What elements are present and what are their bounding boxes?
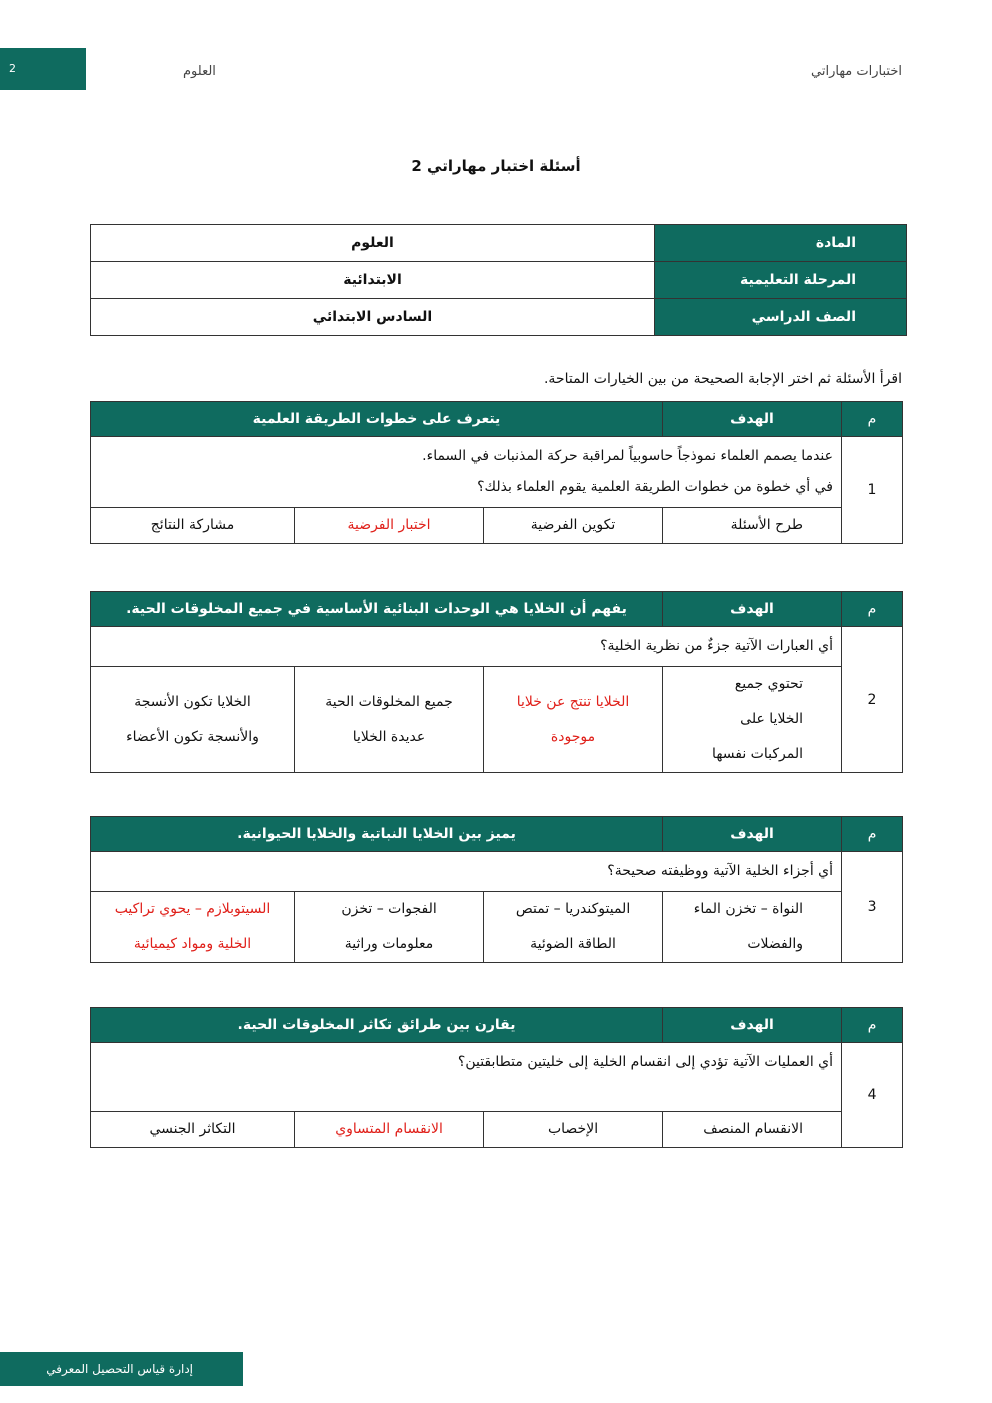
option-4-correct[interactable] bbox=[91, 892, 295, 963]
option-2-correct[interactable] bbox=[484, 667, 663, 773]
page-title: أسئلة اختبار مهاراتي 2 bbox=[411, 157, 581, 175]
info-label: الصف الدراسي bbox=[655, 299, 907, 336]
col-m-label: م bbox=[842, 592, 903, 627]
page-number-badge bbox=[0, 48, 86, 90]
header-left-title: العلوم bbox=[183, 64, 216, 79]
info-value: الابتدائية bbox=[91, 262, 655, 299]
option-1[interactable]: الانقسام المنصف bbox=[663, 1112, 842, 1148]
option-2[interactable] bbox=[484, 892, 663, 963]
option-line: النواة – تخزن الماء bbox=[693, 901, 804, 917]
question-number: 1 bbox=[842, 437, 903, 544]
stem-line: في أي خطوة من خطوات الطريقة العلمية يقوم العلماء بذلك؟ bbox=[477, 479, 833, 495]
goal-label: الهدف bbox=[663, 402, 842, 437]
stem-line: أي العبارات الآتية جزءٌ من نظرية الخلية؟ bbox=[600, 638, 833, 654]
option-1[interactable] bbox=[663, 667, 842, 773]
option-line: تحتوي جميع bbox=[734, 676, 803, 692]
col-m-label: م bbox=[842, 817, 903, 852]
option-3-correct[interactable]: الانقسام المتساوي bbox=[295, 1112, 484, 1148]
goal-label: الهدف bbox=[663, 817, 842, 852]
option-line: الميتوكندريا – تمتص bbox=[515, 901, 631, 917]
info-value: السادس الابتدائي bbox=[91, 299, 655, 336]
goal-text: يميز بين الخلايا النباتية والخلايا الحيوانية. bbox=[91, 817, 663, 852]
option-1[interactable] bbox=[663, 892, 842, 963]
question-number: 3 bbox=[842, 852, 903, 963]
instructions: اقرأ الأسئلة ثم اختر الإجابة الصحيحة من بين الخيارات المتاحة. bbox=[543, 371, 902, 387]
question-table-1 bbox=[90, 401, 903, 544]
option-2[interactable]: تكوين الفرضية bbox=[484, 508, 663, 544]
option-line: السيتوبلازم – يحوي تراكيب bbox=[114, 901, 271, 917]
stem-line: أي العمليات الآتية تؤدي إلى انقسام الخلية إلى خليتين متطابقتين؟ bbox=[457, 1054, 834, 1070]
info-label: المادة bbox=[655, 225, 907, 262]
option-line: المركبات نفسها bbox=[712, 746, 803, 762]
stem-line: عندما يصمم العلماء نموذجاً حاسوبياً لمراقبة حركة المذنبات في السماء. bbox=[422, 448, 833, 464]
question-table-4 bbox=[90, 1007, 903, 1148]
goal-label: الهدف bbox=[663, 1008, 842, 1043]
option-line: عديدة الخلايا bbox=[352, 728, 426, 745]
info-row bbox=[91, 225, 907, 262]
option-3[interactable] bbox=[295, 892, 484, 963]
option-line: والأنسجة تكون الأعضاء bbox=[126, 728, 259, 745]
question-stem bbox=[91, 437, 842, 508]
option-line: الخلايا تنتج عن خلايا bbox=[516, 693, 630, 710]
footer-text: إدارة قياس التحصيل المعرفي bbox=[46, 1362, 193, 1376]
goal-text: يفهم أن الخلايا هي الوحدات البنائية الأساسية في جميع المخلوقات الحية. bbox=[91, 592, 663, 627]
info-row bbox=[91, 299, 907, 336]
info-table bbox=[90, 224, 907, 336]
question-table-2 bbox=[90, 591, 903, 773]
header-right-title: اختبارات مهاراتي bbox=[811, 64, 902, 79]
option-3[interactable] bbox=[295, 667, 484, 773]
col-m-label: م bbox=[842, 1008, 903, 1043]
option-line: الطاقة الضوئية bbox=[530, 936, 616, 952]
question-stem bbox=[91, 852, 842, 892]
option-2[interactable]: الإخصاب bbox=[484, 1112, 663, 1148]
question-table-3 bbox=[90, 816, 903, 963]
option-1[interactable]: طرح الأسئلة bbox=[663, 508, 842, 544]
info-label: المرحلة التعليمية bbox=[655, 262, 907, 299]
option-line: معلومات وراثية bbox=[344, 936, 434, 952]
option-3-correct[interactable]: اختبار الفرضية bbox=[295, 508, 484, 544]
info-row bbox=[91, 262, 907, 299]
stem-line: أي أجزاء الخلية الآتية ووظيفته صحيحة؟ bbox=[607, 863, 834, 879]
question-number: 2 bbox=[842, 627, 903, 773]
goal-label: الهدف bbox=[663, 592, 842, 627]
option-line: موجودة bbox=[550, 728, 596, 745]
option-line: والفضلات bbox=[747, 936, 804, 952]
question-number: 4 bbox=[842, 1043, 903, 1148]
page-number: 2 bbox=[9, 62, 16, 75]
option-line: جميع المخلوقات الحية bbox=[325, 693, 453, 710]
option-line: الخلية ومواد كيميائية bbox=[133, 936, 252, 952]
info-value: العلوم bbox=[91, 225, 655, 262]
option-line: الخلايا على bbox=[740, 711, 803, 727]
col-m-label: م bbox=[842, 402, 903, 437]
option-4[interactable]: التكاثر الجنسي bbox=[91, 1112, 295, 1148]
option-line: الخلايا تكون الأنسجة bbox=[134, 693, 251, 710]
question-stem bbox=[91, 627, 842, 667]
question-stem bbox=[91, 1043, 842, 1112]
footer-badge bbox=[0, 1352, 243, 1386]
goal-text: يقارن بين طرائق تكاثر المخلوقات الحية. bbox=[91, 1008, 663, 1043]
option-line: الفجوات – تخزن bbox=[341, 901, 437, 917]
goal-text: يتعرف على خطوات الطريقة العلمية bbox=[91, 402, 663, 437]
option-4[interactable]: مشاركة النتائج bbox=[91, 508, 295, 544]
option-4[interactable] bbox=[91, 667, 295, 773]
